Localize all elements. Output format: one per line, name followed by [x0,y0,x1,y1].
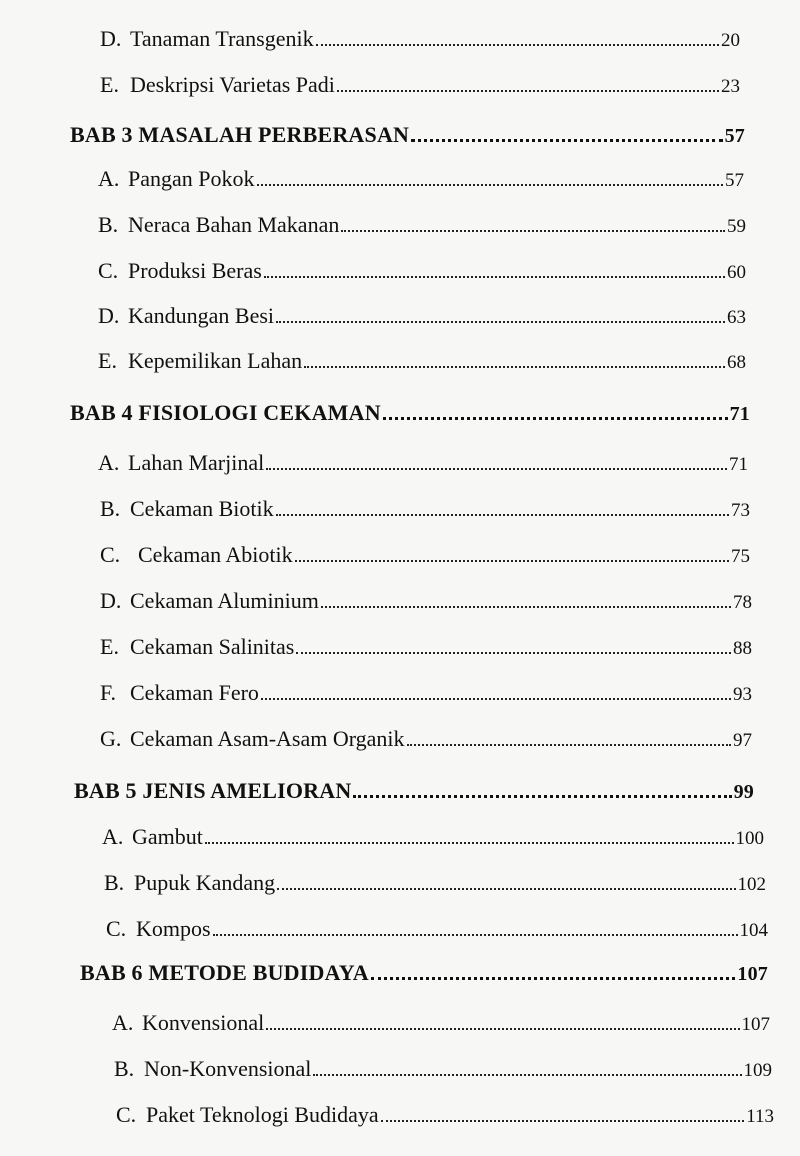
entry-letter: B. [104,870,125,895]
dot-leader [313,1074,741,1076]
toc-entry-non-konvensional [114,1056,772,1082]
toc-entry-cekaman-fero [100,680,752,706]
entry-page-number: 88 [733,638,752,659]
entry-letter: A. [98,450,120,475]
toc-entry-cekaman-biotik [100,496,750,522]
entry-title: Cekaman Abiotik [138,542,293,567]
entry-page-number: 104 [739,920,768,941]
toc-entry-kepemilikan-lahan [98,348,746,374]
toc-entry-cekaman-asam-asam-organik [100,726,752,752]
entry-title: Cekaman Salinitas [130,634,295,659]
chapter-page-number: 99 [733,781,754,803]
entry-letter: E. [98,348,117,373]
toc-entry-cekaman-aluminium [100,588,752,614]
entry-letter: C. [116,1102,137,1127]
entry-page-number: 78 [733,592,752,613]
chapter-title: BAB 5 JENIS AMELIORAN [74,778,352,803]
entry-letter: C. [98,258,119,283]
chapter-page-number: 71 [729,403,750,425]
entry-page-number: 102 [737,874,766,895]
entry-page-number: 113 [746,1106,774,1127]
entry-letter: D. [100,588,122,613]
toc-entry-gambut [102,824,764,850]
entry-page-number: 59 [727,216,746,237]
entry-letter: A. [112,1010,134,1035]
toc-chapter-bab-6 [80,960,768,986]
toc-entry-pangan-pokok [98,166,744,192]
entry-title: Pupuk Kandang [134,870,276,895]
entry-title: Non-Konvensional [144,1056,312,1081]
dot-leader [261,698,731,700]
dot-leader [266,468,727,470]
entry-letter: B. [114,1056,135,1081]
toc-entry-lahan-marjinal [98,450,748,476]
entry-letter: G. [100,726,122,751]
entry-page-number: 97 [733,730,752,751]
toc-entry-konvensional [112,1010,770,1036]
entry-page-number: 93 [733,684,752,705]
entry-title: Neraca Bahan Makanan [128,212,340,237]
toc-entry-deskripsi-varietas-padi [100,72,740,98]
toc-chapter-bab-4 [70,400,750,426]
toc-entry-kandungan-besi [98,303,746,329]
entry-title: Produksi Beras [128,258,262,283]
dot-leader [213,934,738,936]
entry-page-number: 23 [721,76,740,97]
toc-entry-tanaman-transgenik [100,26,740,52]
entry-title: Kompos [136,916,211,941]
entry-letter: A. [102,824,124,849]
entry-letter: C. [100,542,121,567]
entry-title: Cekaman Asam-Asam Organik [130,726,405,751]
dot-leader [383,417,728,420]
chapter-page-number: 57 [724,125,745,147]
entry-page-number: 20 [721,30,740,51]
entry-page-number: 63 [727,307,746,328]
toc-chapter-bab-5 [74,778,754,804]
toc-entry-cekaman-abiotik [100,542,750,568]
entry-title: Deskripsi Varietas Padi [130,72,335,97]
toc-entry-pupuk-kandang [104,870,766,896]
dot-leader [407,744,731,746]
entry-title: Konvensional [142,1010,265,1035]
entry-letter: B. [98,212,119,237]
entry-letter: E. [100,634,119,659]
entry-title: Cekaman Fero [130,680,259,705]
entry-title: Cekaman Aluminium [130,588,319,613]
dot-leader [341,230,725,232]
toc-entry-paket-teknologi-budidaya [116,1102,774,1128]
entry-page-number: 60 [727,262,746,283]
toc-entry-cekaman-salinitas [100,634,752,660]
dot-leader [277,888,735,890]
dot-leader [296,652,731,654]
entry-title: Kepemilikan Lahan [128,348,303,373]
chapter-page-number: 107 [737,963,768,985]
entry-page-number: 100 [735,828,764,849]
entry-title: Kandungan Besi [128,303,275,328]
entry-page-number: 109 [743,1060,772,1081]
entry-page-number: 57 [725,170,744,191]
chapter-title: BAB 3 MASALAH PERBERASAN [70,122,410,147]
entry-letter: F. [100,680,116,705]
entry-page-number: 73 [731,500,750,521]
entry-page-number: 68 [727,352,746,373]
dot-leader [276,321,725,323]
dot-leader [257,184,724,186]
dot-leader [266,1028,739,1030]
dot-leader [381,1120,745,1122]
entry-letter: E. [100,72,119,97]
entry-title: Gambut [132,824,203,849]
dot-leader [295,560,729,562]
entry-title: Paket Teknologi Budidaya [146,1102,379,1127]
entry-letter: A. [98,166,120,191]
chapter-title: BAB 6 METODE BUDIDAYA [80,960,369,985]
entry-letter: C. [106,916,127,941]
toc-entry-produksi-beras [98,258,746,284]
dot-leader [316,44,719,46]
entry-title: Lahan Marjinal [128,450,265,475]
dot-leader [304,366,725,368]
entry-title: Pangan Pokok [128,166,255,191]
dot-leader [411,139,722,142]
toc-entry-kompos [106,916,768,942]
entry-page-number: 71 [729,454,748,475]
dot-leader [276,514,729,516]
entry-letter: D. [98,303,120,328]
toc-entry-neraca-bahan-makanan [98,212,746,238]
dot-leader [353,795,731,798]
dot-leader [371,977,736,980]
entry-page-number: 75 [731,546,750,567]
entry-letter: B. [100,496,121,521]
chapter-title: BAB 4 FISIOLOGI CEKAMAN [70,400,381,425]
entry-title: Cekaman Biotik [130,496,274,521]
dot-leader [205,842,734,844]
dot-leader [337,90,719,92]
dot-leader [321,606,731,608]
entry-title: Tanaman Transgenik [130,26,314,51]
entry-page-number: 107 [741,1014,770,1035]
entry-letter: D. [100,26,122,51]
dot-leader [264,276,725,278]
toc-chapter-bab-3 [70,122,745,148]
